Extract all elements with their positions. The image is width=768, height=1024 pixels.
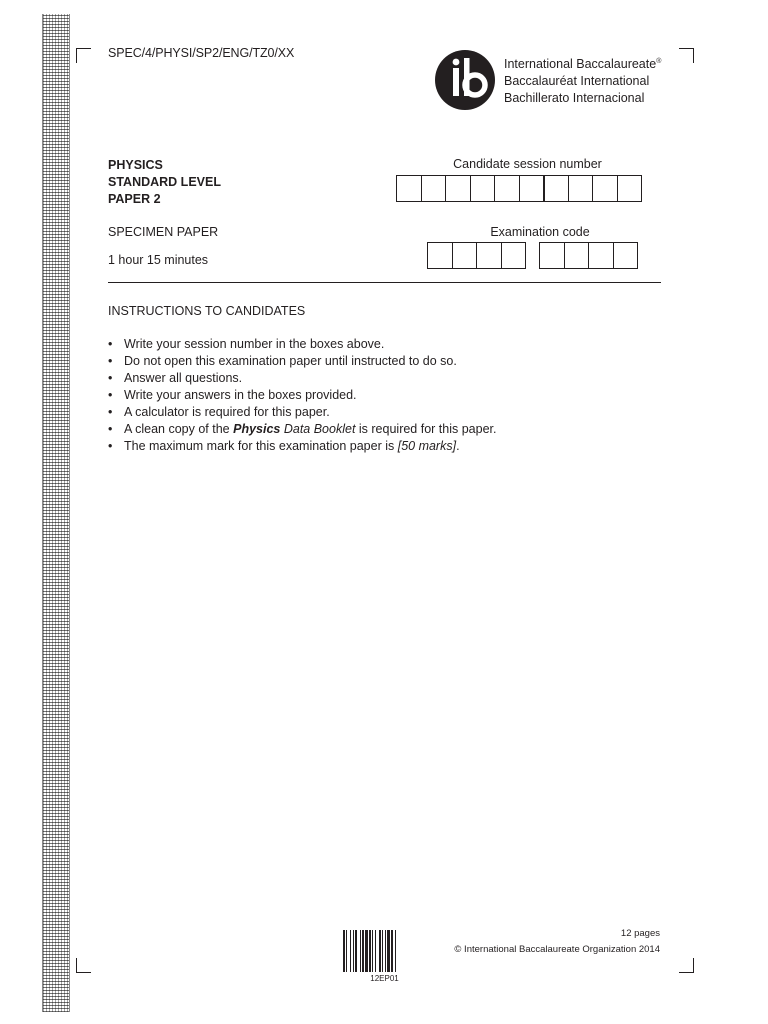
barcode-bar (387, 930, 390, 972)
barcode-bar (375, 930, 376, 972)
barcode-bar (379, 930, 381, 972)
exam-code-box[interactable] (539, 242, 565, 269)
exam-code-gap (526, 242, 540, 269)
exam-code-box[interactable] (588, 242, 614, 269)
exam-code-boxes[interactable] (428, 242, 638, 269)
exam-code-box[interactable] (501, 242, 527, 269)
divider-rule (108, 282, 661, 283)
instruction-item-booklet (108, 421, 496, 438)
exam-code-box[interactable] (427, 242, 453, 269)
instruction-item: • A calculator is required for this paper. (108, 404, 496, 421)
exam-code-label: Examination code (490, 225, 590, 239)
marks-value: [50 marks] (397, 439, 457, 453)
instruction-item: • Answer all questions. (108, 370, 496, 387)
barcode-bar (382, 930, 383, 972)
barcode-bar (362, 930, 364, 972)
org-name-en: International Baccalaureate (504, 57, 657, 72)
org-name-fr: Baccalauréat International (504, 74, 650, 89)
barcode-icon (342, 930, 427, 972)
subject-name: PHYSICS (108, 158, 163, 172)
exam-code-box[interactable] (452, 242, 478, 269)
barcode-bar (365, 930, 368, 972)
organisation-names (504, 53, 661, 107)
barcode-bar (343, 930, 345, 972)
instruction-item: • Do not open this examination paper until instructed to do so. (108, 353, 496, 370)
session-digit-box[interactable] (592, 175, 618, 202)
marks-pre: The maximum mark for this examination paper is (124, 439, 398, 453)
session-digit-box[interactable] (519, 175, 545, 202)
crop-mark-bottom-right (679, 958, 694, 973)
subject-level: STANDARD LEVEL (108, 175, 221, 189)
side-barcode-strip (42, 14, 70, 1012)
booklet-title: Data Booklet (280, 422, 356, 436)
session-digit-box[interactable] (396, 175, 422, 202)
session-digit-box[interactable] (617, 175, 643, 202)
paper-number: PAPER 2 (108, 192, 161, 206)
session-digit-box[interactable] (568, 175, 594, 202)
copyright-notice: © International Baccalaureate Organization 2014 (454, 944, 660, 955)
session-digit-box[interactable] (421, 175, 447, 202)
instructions-list (108, 336, 496, 455)
barcode-bar (372, 930, 373, 972)
barcode-bar (353, 930, 354, 972)
barcode-bar (350, 930, 351, 972)
exam-code-box[interactable] (476, 242, 502, 269)
paper-duration: 1 hour 15 minutes (108, 253, 209, 267)
booklet-subject: Physics (233, 422, 281, 436)
ib-logo-icon (435, 50, 495, 110)
barcode-bar (355, 930, 357, 972)
instructions-heading: INSTRUCTIONS TO CANDIDATES (108, 304, 306, 318)
barcode-label: 12EP01 (370, 974, 399, 983)
barcode-bar (391, 930, 393, 972)
session-digit-box[interactable] (470, 175, 496, 202)
booklet-post: is required for this paper. (355, 422, 497, 436)
session-digit-box[interactable] (494, 175, 520, 202)
marks-post: . (456, 439, 460, 453)
page-count: 12 pages (620, 928, 660, 939)
crop-mark-bottom-left (76, 958, 91, 973)
paper-code: SPEC/4/PHYSI/SP2/ENG/TZ0/XX (108, 46, 295, 60)
instruction-item: • Write your answers in the boxes provided. (108, 387, 496, 404)
barcode-bar (385, 930, 386, 972)
org-name-es: Bachillerato Internacional (504, 91, 645, 106)
session-number-label: Candidate session number (453, 157, 602, 171)
crop-mark-top-left (76, 48, 91, 63)
instruction-item-marks (108, 438, 496, 455)
exam-code-box[interactable] (613, 242, 639, 269)
booklet-pre: A clean copy of the (124, 422, 234, 436)
session-digit-box[interactable] (543, 175, 569, 202)
barcode-bar (346, 930, 347, 972)
barcode-bar (360, 930, 361, 972)
barcode-bar (395, 930, 396, 972)
crop-mark-top-right (679, 48, 694, 63)
paper-subject-block (108, 157, 221, 208)
session-digit-box[interactable] (445, 175, 471, 202)
barcode-bar (369, 930, 371, 972)
registered-mark: ® (656, 58, 662, 65)
session-number-boxes[interactable] (397, 175, 642, 202)
instruction-item: • Write your session number in the boxes above. (108, 336, 496, 353)
exam-code-box[interactable] (564, 242, 590, 269)
paper-type: SPECIMEN PAPER (108, 225, 219, 239)
